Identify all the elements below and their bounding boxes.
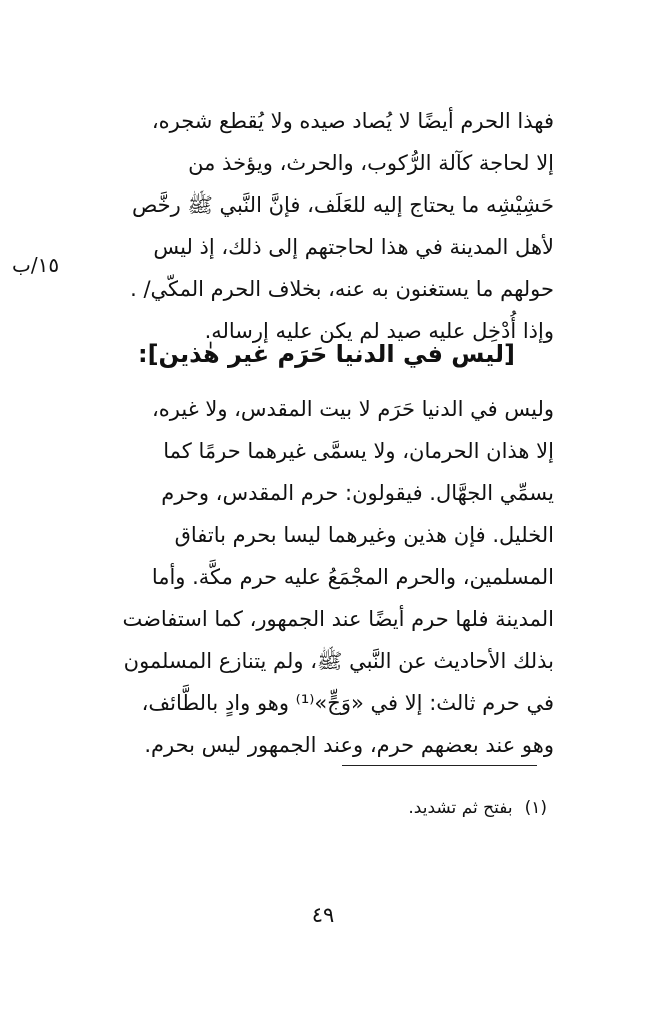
page-number: ٤٩ bbox=[311, 903, 335, 927]
footnote-marker: (١) bbox=[524, 798, 547, 818]
footnote-text: بفتح ثم تشديد. bbox=[408, 798, 513, 818]
margin-folio-note: ١٥/ب bbox=[12, 253, 60, 277]
paragraph-no-other-haram: وليس في الدنيا حَرَم لا بيت المقدس، ولا غيره، إلا هذان الحرمان، ولا يسمَّى غيرهما حرمًا كما يسمِّي الجهَّال. فيقولون: حرم المقدس، وحرم الخليل. فإن هذين وغيرهما ليسا بحرم باتفاق المسلمين، والحرم المجْمَعُ عليه حرم مكَّة. وأما المدينة فلها حرم أيضًا عند الجمهور، كما استفاضت بذلك الأحاديث عن النَّبي ﷺ، ولم يتنازع المسلمون في حرم ثالث: إلا في «وَجٍّ»⁽¹⁾ وهو وادٍ بالطَّائف، وهو عند بعضهم حرم، وعند الجمهور ليس بحرم. bbox=[122, 397, 554, 757]
footnote bbox=[408, 793, 547, 823]
footnote-divider bbox=[342, 765, 537, 766]
section-heading: [ليس في الدنيا حَرَم غير هٰذين]: bbox=[137, 340, 515, 368]
paragraph-haram-madinah: فهذا الحرم أيضًا لا يُصاد صيده ولا يُقطع شجره، إلا لحاجة كآلة الرُّكوب، والحرث، ويؤخذ من حَشِيْشِه ما يحتاج إليه للعَلَف، فإنَّ النَّبي ﷺ رخَّص لأهل المدينة في هذا لحاجتهم إلى ذلك، إذ ليس حولهم ما يستغنون به عنه، بخلاف الحرم المكّي/ . وإذا أُدْخِل عليه صيد لم يكن عليه إرساله. bbox=[130, 109, 554, 343]
